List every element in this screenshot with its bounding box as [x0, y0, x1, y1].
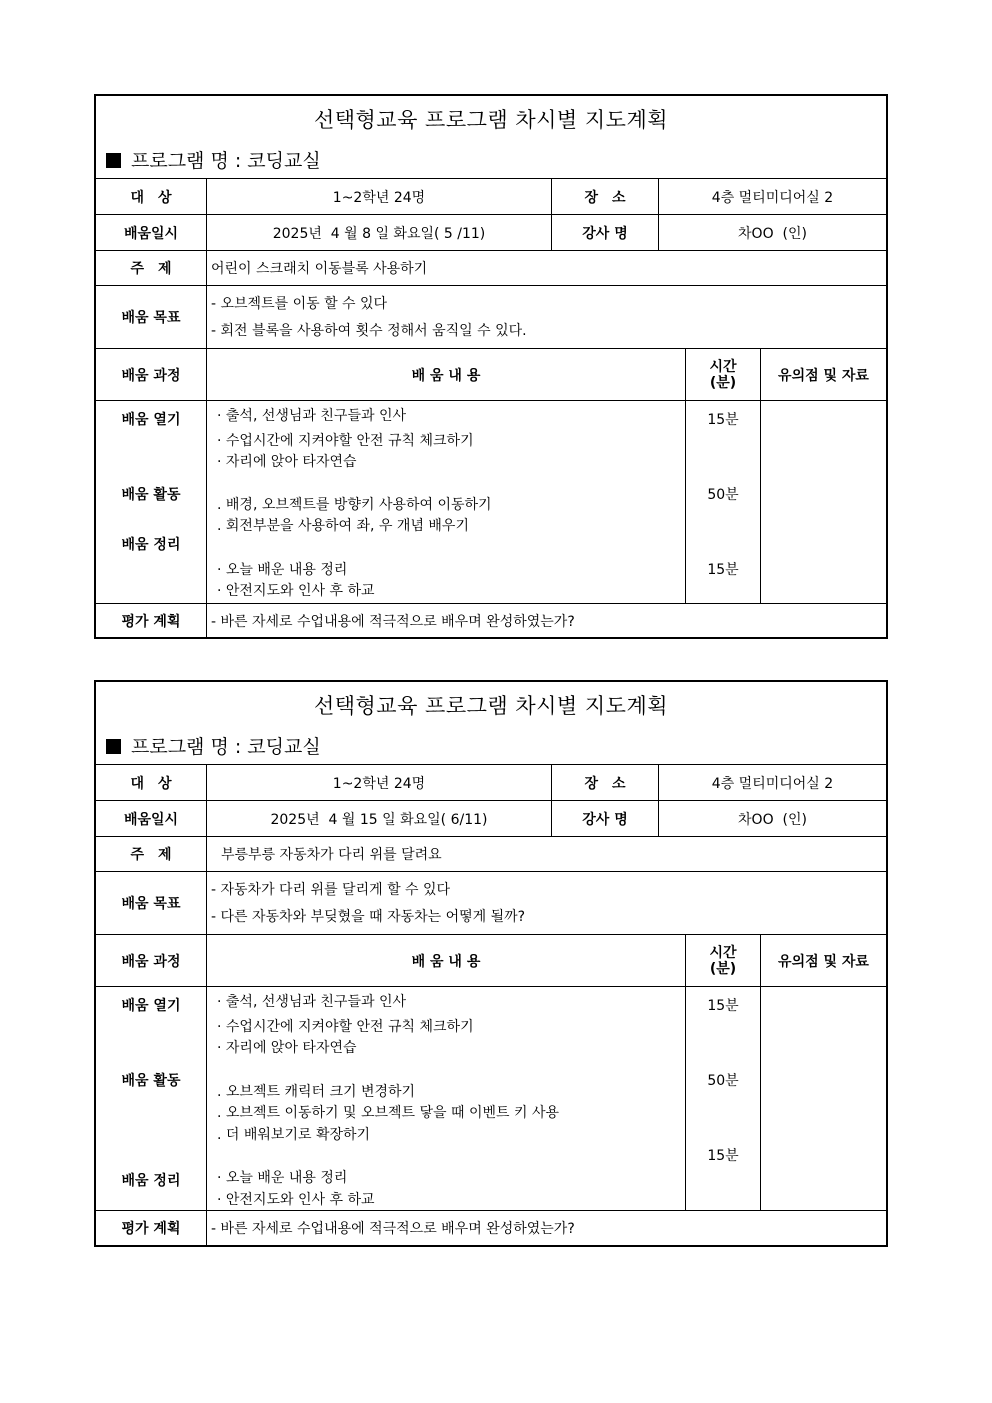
- date-row: [96, 215, 886, 251]
- table-header-row: [96, 349, 886, 401]
- plan-header: [96, 96, 886, 179]
- content-line: . 더 배워보기로 확장하기: [217, 1127, 371, 1143]
- eval-label: 평가 계획: [121, 613, 181, 630]
- target-label: 대 상: [130, 189, 172, 206]
- content-cell: [206, 987, 685, 1210]
- process-cell: [96, 401, 206, 603]
- topic-row: [96, 251, 886, 286]
- content-body-row: [96, 401, 886, 604]
- goal-row: [96, 286, 886, 349]
- content-line: · 오늘 배운 내용 정리: [217, 562, 348, 578]
- time-value: 15분: [707, 998, 739, 1014]
- notes-cell: [760, 401, 886, 603]
- date-label: 배움일시: [123, 811, 179, 828]
- content-line: · 수업시간에 지켜야할 안전 규칙 체크하기: [217, 433, 474, 449]
- notes-header: 유의점 및 자료: [760, 935, 886, 986]
- plan-title: 선택형교육 프로그램 차시별 지도계획: [313, 694, 669, 718]
- goal-label: 배움 목표: [121, 310, 181, 326]
- teacher-label: 강사 명: [551, 215, 658, 250]
- lesson-plan-1: [94, 94, 888, 639]
- section-label: 배움 열기: [121, 412, 181, 428]
- section-label: 배움 열기: [121, 998, 181, 1014]
- eval-row: [96, 1211, 886, 1245]
- eval-value: - 바른 자세로 수업내용에 적극적으로 배우며 완성하였는가?: [206, 1211, 886, 1245]
- section-label: 배움 정리: [121, 537, 181, 553]
- content-line: · 수업시간에 지켜야할 안전 규칙 체크하기: [217, 1019, 474, 1035]
- notes-header: 유의점 및 자료: [760, 349, 886, 400]
- topic-label: 주 제: [130, 261, 172, 277]
- target-row: [96, 765, 886, 801]
- lesson-plan-2: [94, 680, 888, 1247]
- goal-cell: [206, 872, 886, 934]
- content-header: 배 움 내 용: [206, 935, 685, 986]
- content-line: · 오늘 배운 내용 정리: [217, 1170, 348, 1186]
- program-name-text: 프로그램 명 : 코딩교실: [131, 736, 321, 758]
- time-value: 15분: [707, 1148, 739, 1164]
- time-value: 50분: [707, 487, 739, 503]
- content-line: . 배경, 오브젝트를 방향키 사용하여 이동하기: [217, 497, 492, 513]
- goal-cell: [206, 286, 886, 348]
- section-label: 배움 정리: [121, 1173, 181, 1189]
- goal-row: [96, 872, 886, 935]
- teacher-value: 차OO (인): [658, 801, 886, 836]
- content-line: · 안전지도와 인사 후 하교: [217, 583, 375, 599]
- date-value: 2025년 4 월 8 일 화요일( 5 /11): [206, 215, 551, 250]
- notes-cell: [760, 987, 886, 1210]
- teacher-label: 강사 명: [551, 801, 658, 836]
- eval-value: - 바른 자세로 수업내용에 적극적으로 배우며 완성하였는가?: [206, 604, 886, 637]
- content-line: . 오브젝트 캐릭터 크기 변경하기: [217, 1084, 416, 1100]
- content-line: · 자리에 앉아 타자연습: [217, 454, 357, 470]
- eval-row: [96, 604, 886, 637]
- time-cell: [685, 987, 760, 1210]
- date-value: 2025년 4 월 15 일 화요일( 6/11): [206, 801, 551, 836]
- table-header-row: [96, 935, 886, 987]
- time-value: 15분: [707, 562, 739, 578]
- date-label: 배움일시: [123, 225, 179, 242]
- plan-title: 선택형교육 프로그램 차시별 지도계획: [313, 108, 669, 132]
- content-line: · 출석, 선생님과 친구들과 인사: [217, 994, 406, 1010]
- square-bullet-icon: [106, 739, 121, 754]
- process-header: 배움 과정: [121, 953, 181, 970]
- section-label: 배움 활동: [121, 487, 181, 503]
- goal-line: - 오브젝트를 이동 할 수 있다: [211, 296, 388, 312]
- topic-value: 어린이 스크래치 이동블록 사용하기: [206, 251, 886, 285]
- content-body-row: [96, 987, 886, 1211]
- program-name: [106, 146, 321, 173]
- content-cell: [206, 401, 685, 603]
- process-header: 배움 과정: [121, 367, 181, 384]
- topic-value: 부릉부릉 자동차가 다리 위를 달려요: [206, 837, 886, 871]
- program-name: [106, 732, 321, 759]
- goal-line: - 자동차가 다리 위를 달리게 할 수 있다: [211, 882, 451, 898]
- time-cell: [685, 401, 760, 603]
- content-line: · 출석, 선생님과 친구들과 인사: [217, 408, 406, 424]
- time-header: 시간 (분): [685, 349, 760, 400]
- plan-header: [96, 682, 886, 765]
- topic-label: 주 제: [130, 847, 172, 863]
- eval-label: 평가 계획: [121, 1221, 181, 1237]
- target-row: [96, 179, 886, 215]
- time-header: 시간 (분): [685, 935, 760, 986]
- content-line: . 회전부분을 사용하여 좌, 우 개념 배우기: [217, 518, 469, 534]
- goal-line: - 다른 자동차와 부딪혔을 때 자동차는 어떻게 될까?: [211, 909, 526, 925]
- process-cell: [96, 987, 206, 1210]
- time-value: 15분: [707, 412, 739, 428]
- goal-label: 배움 목표: [121, 896, 181, 912]
- target-value: 1~2학년 24명: [206, 179, 551, 214]
- content-line: . 오브젝트 이동하기 및 오브젝트 닿을 때 이벤트 키 사용: [217, 1105, 560, 1121]
- square-bullet-icon: [106, 153, 121, 168]
- content-header: 배 움 내 용: [206, 349, 685, 400]
- place-label: 장 소: [551, 179, 658, 214]
- target-value: 1~2학년 24명: [206, 765, 551, 800]
- content-line: · 안전지도와 인사 후 하교: [217, 1192, 375, 1208]
- topic-row: [96, 837, 886, 872]
- target-label: 대 상: [130, 775, 172, 792]
- date-row: [96, 801, 886, 837]
- place-value: 4층 멀티미디어실 2: [658, 765, 886, 800]
- teacher-value: 차OO (인): [658, 215, 886, 250]
- program-name-text: 프로그램 명 : 코딩교실: [131, 150, 321, 172]
- content-line: · 자리에 앉아 타자연습: [217, 1040, 357, 1056]
- section-label: 배움 활동: [121, 1073, 181, 1089]
- goal-line: - 회전 블록을 사용하여 횟수 정해서 움직일 수 있다.: [211, 323, 527, 339]
- place-label: 장 소: [551, 765, 658, 800]
- place-value: 4층 멀티미디어실 2: [658, 179, 886, 214]
- time-value: 50분: [707, 1073, 739, 1089]
